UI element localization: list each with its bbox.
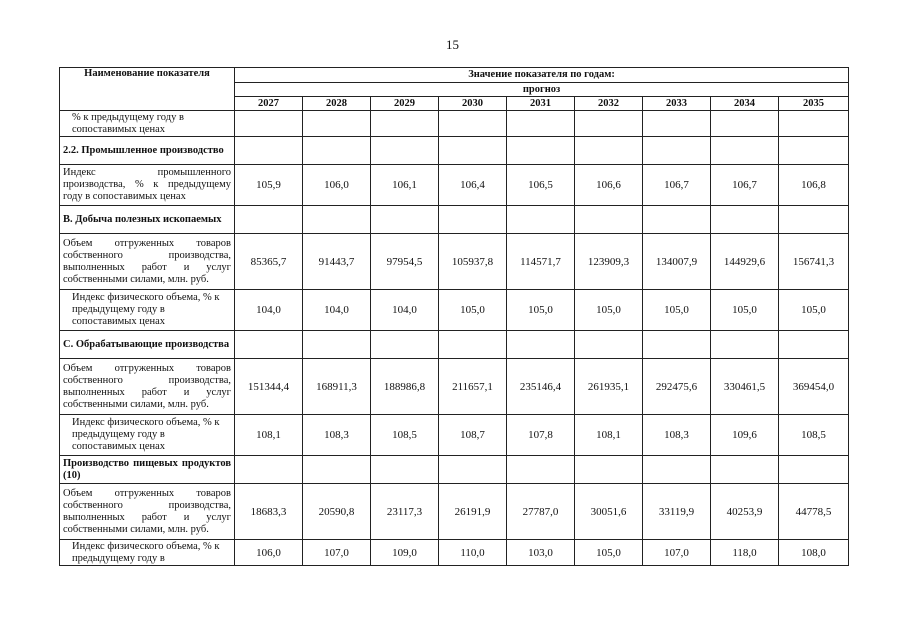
value-cell: 106,8 — [779, 165, 849, 206]
table-row — [60, 359, 849, 415]
indicator-name: B. Добыча полезных ископаемых — [60, 206, 235, 234]
indicator-name: Индекс физического объема, % к предыдущему году в — [60, 540, 235, 566]
forecast-header: прогноз — [235, 83, 849, 97]
value-cell: 105,0 — [711, 290, 779, 331]
year-header-2028: 2028 — [303, 97, 371, 111]
value-cell: 168911,3 — [303, 359, 371, 415]
indicator-name: Объем отгруженных товаров собственного производства, выполненных работ и услуг собственными силами, млн. руб. — [60, 359, 235, 415]
value-cell — [439, 111, 507, 137]
value-cell: 261935,1 — [575, 359, 643, 415]
value-cell: 85365,7 — [235, 234, 303, 290]
value-cell — [235, 456, 303, 484]
values-header: Значение показателя по годам: — [235, 68, 849, 83]
value-cell — [303, 456, 371, 484]
value-cell — [235, 111, 303, 137]
value-cell — [303, 331, 371, 359]
value-cell — [711, 137, 779, 165]
table-row — [60, 290, 849, 331]
year-header-2029: 2029 — [371, 97, 439, 111]
year-header-2033: 2033 — [643, 97, 711, 111]
value-cell: 26191,9 — [439, 484, 507, 540]
table-row — [60, 415, 849, 456]
value-cell: 105,0 — [507, 290, 575, 331]
value-cell: 91443,7 — [303, 234, 371, 290]
value-cell: 104,0 — [235, 290, 303, 331]
value-cell: 114571,7 — [507, 234, 575, 290]
table-row — [60, 540, 849, 566]
table-body — [60, 111, 849, 566]
value-cell — [779, 331, 849, 359]
year-header-2030: 2030 — [439, 97, 507, 111]
value-cell: 110,0 — [439, 540, 507, 566]
value-cell: 156741,3 — [779, 234, 849, 290]
value-cell: 105,0 — [779, 290, 849, 331]
year-header-2031: 2031 — [507, 97, 575, 111]
value-cell: 106,0 — [235, 540, 303, 566]
value-cell — [507, 137, 575, 165]
value-cell — [711, 456, 779, 484]
value-cell — [371, 137, 439, 165]
value-cell: 134007,9 — [643, 234, 711, 290]
value-cell — [711, 331, 779, 359]
value-cell: 108,3 — [303, 415, 371, 456]
value-cell: 123909,3 — [575, 234, 643, 290]
value-cell: 108,7 — [439, 415, 507, 456]
table-row — [60, 165, 849, 206]
value-cell — [575, 456, 643, 484]
value-cell: 33119,9 — [643, 484, 711, 540]
value-cell — [439, 137, 507, 165]
year-header-2027: 2027 — [235, 97, 303, 111]
value-cell: 108,1 — [575, 415, 643, 456]
indicator-name: Объем отгруженных товаров собственного производства, выполненных работ и услуг собственными силами, млн. руб. — [60, 484, 235, 540]
table-row — [60, 456, 849, 484]
value-cell: 105,9 — [235, 165, 303, 206]
value-cell: 20590,8 — [303, 484, 371, 540]
forecast-table — [59, 67, 849, 566]
value-cell: 107,0 — [303, 540, 371, 566]
value-cell: 151344,4 — [235, 359, 303, 415]
value-cell: 118,0 — [711, 540, 779, 566]
value-cell: 109,6 — [711, 415, 779, 456]
value-cell: 106,1 — [371, 165, 439, 206]
value-cell — [507, 206, 575, 234]
value-cell: 97954,5 — [371, 234, 439, 290]
value-cell: 106,5 — [507, 165, 575, 206]
value-cell: 106,6 — [575, 165, 643, 206]
value-cell: 108,1 — [235, 415, 303, 456]
value-cell: 27787,0 — [507, 484, 575, 540]
value-cell — [507, 111, 575, 137]
indicator-name: Производство пищевых продуктов (10) — [60, 456, 235, 484]
value-cell: 105937,8 — [439, 234, 507, 290]
value-cell: 105,0 — [575, 290, 643, 331]
value-cell: 44778,5 — [779, 484, 849, 540]
value-cell: 106,0 — [303, 165, 371, 206]
value-cell — [575, 206, 643, 234]
value-cell — [779, 456, 849, 484]
value-cell — [371, 206, 439, 234]
indicator-name: C. Обрабатывающие производства — [60, 331, 235, 359]
value-cell — [643, 206, 711, 234]
value-cell: 103,0 — [507, 540, 575, 566]
value-cell: 23117,3 — [371, 484, 439, 540]
value-cell — [303, 206, 371, 234]
value-cell — [303, 111, 371, 137]
indicator-name: Индекс физического объема, % к предыдущему году в сопоставимых ценах — [60, 415, 235, 456]
indicator-name: Индекс физического объема, % к предыдущему году в сопоставимых ценах — [60, 290, 235, 331]
table-row — [60, 137, 849, 165]
value-cell — [711, 111, 779, 137]
value-cell: 30051,6 — [575, 484, 643, 540]
indicator-name: Объем отгруженных товаров собственного производства, выполненных работ и услуг собственными силами, млн. руб. — [60, 234, 235, 290]
value-cell: 330461,5 — [711, 359, 779, 415]
table-row — [60, 206, 849, 234]
page-number: 15 — [446, 37, 459, 52]
value-cell: 108,0 — [779, 540, 849, 566]
value-cell: 104,0 — [371, 290, 439, 331]
value-cell: 106,4 — [439, 165, 507, 206]
value-cell: 40253,9 — [711, 484, 779, 540]
value-cell — [371, 456, 439, 484]
value-cell: 18683,3 — [235, 484, 303, 540]
value-cell — [643, 111, 711, 137]
table-row — [60, 484, 849, 540]
value-cell — [779, 206, 849, 234]
value-cell — [439, 206, 507, 234]
value-cell — [643, 331, 711, 359]
table-row — [60, 331, 849, 359]
indicator-name: % к предыдущему году в сопоставимых ценах — [60, 111, 235, 137]
value-cell — [235, 331, 303, 359]
value-cell: 369454,0 — [779, 359, 849, 415]
value-cell: 105,0 — [439, 290, 507, 331]
value-cell: 105,0 — [575, 540, 643, 566]
value-cell — [439, 331, 507, 359]
indicator-header: Наименование показателя — [60, 68, 235, 111]
year-header-2035: 2035 — [779, 97, 849, 111]
value-cell: 292475,6 — [643, 359, 711, 415]
value-cell — [779, 137, 849, 165]
value-cell: 106,7 — [711, 165, 779, 206]
value-cell — [643, 456, 711, 484]
value-cell — [575, 331, 643, 359]
value-cell — [371, 331, 439, 359]
table-row — [60, 111, 849, 137]
indicator-name: 2.2. Промышленное производство — [60, 137, 235, 165]
value-cell — [575, 137, 643, 165]
value-cell: 106,7 — [643, 165, 711, 206]
value-cell — [643, 137, 711, 165]
value-cell — [303, 137, 371, 165]
value-cell — [235, 137, 303, 165]
value-cell: 108,5 — [779, 415, 849, 456]
year-header-2034: 2034 — [711, 97, 779, 111]
value-cell: 109,0 — [371, 540, 439, 566]
table-header — [60, 68, 849, 111]
value-cell — [507, 456, 575, 484]
indicator-name: Индекс промышленного производства, % к предыдущему году в сопоставимых ценах — [60, 165, 235, 206]
value-cell: 108,3 — [643, 415, 711, 456]
table-row — [60, 234, 849, 290]
value-cell: 107,0 — [643, 540, 711, 566]
value-cell — [575, 111, 643, 137]
value-cell — [711, 206, 779, 234]
value-cell: 104,0 — [303, 290, 371, 331]
value-cell — [779, 111, 849, 137]
value-cell: 211657,1 — [439, 359, 507, 415]
value-cell — [439, 456, 507, 484]
value-cell: 188986,8 — [371, 359, 439, 415]
value-cell: 235146,4 — [507, 359, 575, 415]
value-cell: 105,0 — [643, 290, 711, 331]
value-cell: 107,8 — [507, 415, 575, 456]
year-header-2032: 2032 — [575, 97, 643, 111]
value-cell — [235, 206, 303, 234]
value-cell — [507, 331, 575, 359]
value-cell: 108,5 — [371, 415, 439, 456]
value-cell: 144929,6 — [711, 234, 779, 290]
value-cell — [371, 111, 439, 137]
